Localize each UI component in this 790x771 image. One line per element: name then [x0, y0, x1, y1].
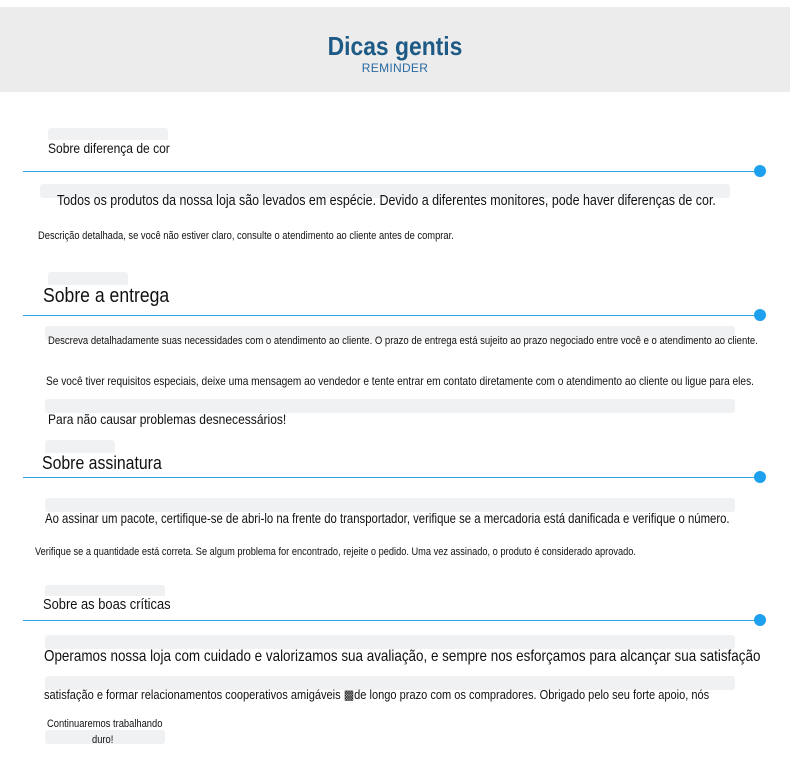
section-title-delivery: Sobre a entrega	[43, 285, 175, 308]
section-title-color-difference: Sobre diferença de cor	[48, 140, 175, 156]
section-1-line-2: Descrição detalhada, se você não estiver claro, consulte o atendimento ao cliente antes de comprar.	[38, 230, 454, 242]
section-1-line-1: Todos os produtos da nossa loja são levados em espécie. Devido a diferentes monitores, pode haver diferenças de cor.	[57, 192, 716, 209]
section-2-line-1: Descreva detalhadamente suas necessidades com o atendimento ao cliente. O prazo de entrega está sujeito ao prazo negociado entre você e o atendimento ao cliente.	[48, 335, 758, 347]
ghost-text	[45, 440, 115, 454]
section-title-good-reviews: Sobre as boas críticas	[43, 596, 176, 613]
divider-dot-icon	[754, 309, 766, 321]
divider-dot-icon	[754, 165, 766, 177]
ghost-text	[45, 635, 735, 649]
section-title-signature: Sobre assinatura	[42, 453, 167, 474]
section-4-line-4: duro!	[92, 734, 114, 746]
section-divider	[23, 477, 760, 478]
divider-dot-icon	[754, 614, 766, 626]
page-title: Dicas gentis	[327, 31, 463, 61]
section-divider	[23, 171, 760, 172]
ghost-text	[48, 272, 128, 286]
section-divider	[23, 315, 760, 316]
section-divider	[23, 620, 760, 621]
section-4-line-1: Operamos nossa loja com cuidado e valorizamos sua avaliação, e sempre nos esforçamos para alcançar sua satisfação	[44, 648, 761, 665]
section-4-line-3: Continuaremos trabalhando	[47, 718, 163, 730]
section-2-line-3: Para não causar problemas desnecessários!	[48, 411, 287, 427]
section-3-line-2: Verifique se a quantidade está correta. Se algum problema for encontrado, rejeite o pedido. Uma vez assinado, o produto é considerado aprovado.	[35, 546, 636, 558]
divider-dot-icon	[754, 471, 766, 483]
section-4-line-2: satisfação e formar relacionamentos cooperativos amigáveis ▩de longo prazo com os compradores. Obrigado pelo seu forte apoio, nós	[44, 687, 710, 702]
section-2-line-2: Se você tiver requisitos especiais, deixe uma mensagem ao vendedor e tente entrar em contato diretamente com o atendimento ao cliente ou ligue para eles.	[46, 374, 754, 388]
section-3-line-1: Ao assinar um pacote, certifique-se de abri-lo na frente do transportador, verifique se a mercadoria está danificada e verifique o número.	[45, 510, 730, 526]
page-header	[0, 7, 790, 92]
page-subtitle: REMINDER	[361, 61, 429, 75]
